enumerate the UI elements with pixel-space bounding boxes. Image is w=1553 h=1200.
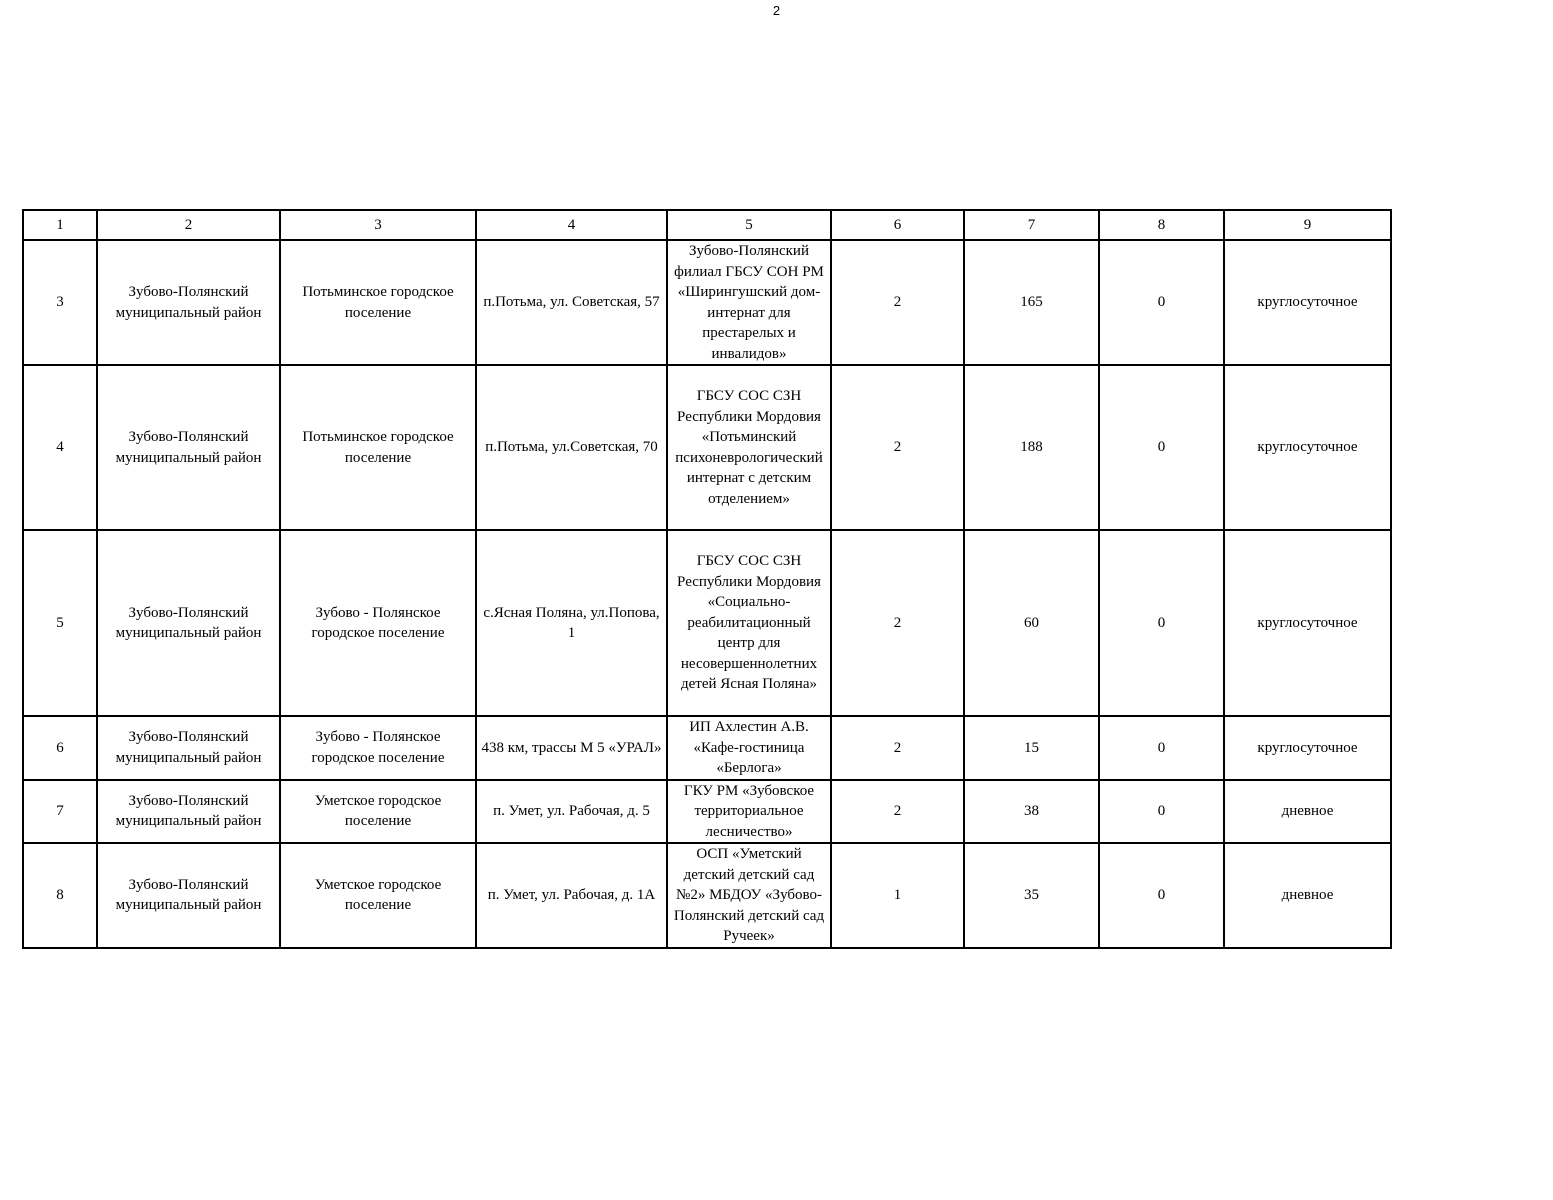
data-table bbox=[22, 209, 1392, 949]
header-cell: 9 bbox=[1224, 210, 1391, 240]
mode-cell: дневное bbox=[1224, 780, 1391, 844]
mode-cell: дневное bbox=[1224, 843, 1391, 948]
col8-cell: 0 bbox=[1099, 240, 1224, 365]
district-cell: Зубово-Полянский муниципальный район bbox=[97, 530, 280, 716]
address-cell: 438 км, трассы М 5 «УРАЛ» bbox=[476, 716, 667, 780]
table-row bbox=[23, 843, 1391, 948]
col8-cell: 0 bbox=[1099, 780, 1224, 844]
row-number: 7 bbox=[23, 780, 97, 844]
district-cell: Зубово-Полянский муниципальный район bbox=[97, 780, 280, 844]
col7-cell: 35 bbox=[964, 843, 1099, 948]
row-number: 8 bbox=[23, 843, 97, 948]
table-row bbox=[23, 365, 1391, 530]
col8-cell: 0 bbox=[1099, 530, 1224, 716]
organization-cell: ОСП «Уметский детский детский сад №2» МБДОУ «Зубово-Полянский детский сад Ручеек» bbox=[667, 843, 831, 948]
header-cell: 3 bbox=[280, 210, 476, 240]
col6-cell: 2 bbox=[831, 780, 964, 844]
settlement-cell: Зубово - Полянское городское поселение bbox=[280, 716, 476, 780]
header-cell: 1 bbox=[23, 210, 97, 240]
settlement-cell: Зубово - Полянское городское поселение bbox=[280, 530, 476, 716]
col6-cell: 2 bbox=[831, 530, 964, 716]
col8-cell: 0 bbox=[1099, 716, 1224, 780]
address-cell: п.Потьма, ул. Советская, 57 bbox=[476, 240, 667, 365]
row-number: 6 bbox=[23, 716, 97, 780]
row-number: 3 bbox=[23, 240, 97, 365]
table-header-row bbox=[23, 210, 1391, 240]
settlement-cell: Потьминское городское поселение bbox=[280, 240, 476, 365]
header-cell: 2 bbox=[97, 210, 280, 240]
header-cell: 7 bbox=[964, 210, 1099, 240]
row-number: 5 bbox=[23, 530, 97, 716]
table-row bbox=[23, 240, 1391, 365]
organization-cell: ИП Ахлестин А.В. «Кафе-гостиница «Берлога» bbox=[667, 716, 831, 780]
col8-cell: 0 bbox=[1099, 843, 1224, 948]
col6-cell: 2 bbox=[831, 365, 964, 530]
table-row bbox=[23, 716, 1391, 780]
table-row bbox=[23, 780, 1391, 844]
settlement-cell: Уметское городское поселение bbox=[280, 843, 476, 948]
header-cell: 6 bbox=[831, 210, 964, 240]
mode-cell: круглосуточное bbox=[1224, 530, 1391, 716]
col6-cell: 1 bbox=[831, 843, 964, 948]
district-cell: Зубово-Полянский муниципальный район bbox=[97, 716, 280, 780]
address-cell: п. Умет, ул. Рабочая, д. 1А bbox=[476, 843, 667, 948]
col7-cell: 15 bbox=[964, 716, 1099, 780]
mode-cell: круглосуточное bbox=[1224, 240, 1391, 365]
col7-cell: 60 bbox=[964, 530, 1099, 716]
page-number: 2 bbox=[772, 3, 781, 18]
settlement-cell: Уметское городское поселение bbox=[280, 780, 476, 844]
header-cell: 8 bbox=[1099, 210, 1224, 240]
mode-cell: круглосуточное bbox=[1224, 365, 1391, 530]
col7-cell: 188 bbox=[964, 365, 1099, 530]
address-cell: с.Ясная Поляна, ул.Попова, 1 bbox=[476, 530, 667, 716]
district-cell: Зубово-Полянский муниципальный район bbox=[97, 843, 280, 948]
district-cell: Зубово-Полянский муниципальный район bbox=[97, 365, 280, 530]
header-cell: 5 bbox=[667, 210, 831, 240]
col7-cell: 38 bbox=[964, 780, 1099, 844]
table-row bbox=[23, 530, 1391, 716]
col8-cell: 0 bbox=[1099, 365, 1224, 530]
organization-cell: Зубово-Полянский филиал ГБСУ СОН РМ «Ширингушский дом-интернат для престарелых и инвалидов» bbox=[667, 240, 831, 365]
col6-cell: 2 bbox=[831, 716, 964, 780]
organization-cell: ГБСУ СОС СЗН Республики Мордовия «Потьминский психоневрологический интернат с детским отделением» bbox=[667, 365, 831, 530]
row-number: 4 bbox=[23, 365, 97, 530]
organization-cell: ГБСУ СОС СЗН Республики Мордовия «Социально-реабилитационный центр для несовершеннолетних детей Ясная Поляна» bbox=[667, 530, 831, 716]
address-cell: п. Умет, ул. Рабочая, д. 5 bbox=[476, 780, 667, 844]
address-cell: п.Потьма, ул.Советская, 70 bbox=[476, 365, 667, 530]
col7-cell: 165 bbox=[964, 240, 1099, 365]
header-cell: 4 bbox=[476, 210, 667, 240]
col6-cell: 2 bbox=[831, 240, 964, 365]
district-cell: Зубово-Полянский муниципальный район bbox=[97, 240, 280, 365]
organization-cell: ГКУ РМ «Зубовское территориальное лесничество» bbox=[667, 780, 831, 844]
settlement-cell: Потьминское городское поселение bbox=[280, 365, 476, 530]
mode-cell: круглосуточное bbox=[1224, 716, 1391, 780]
